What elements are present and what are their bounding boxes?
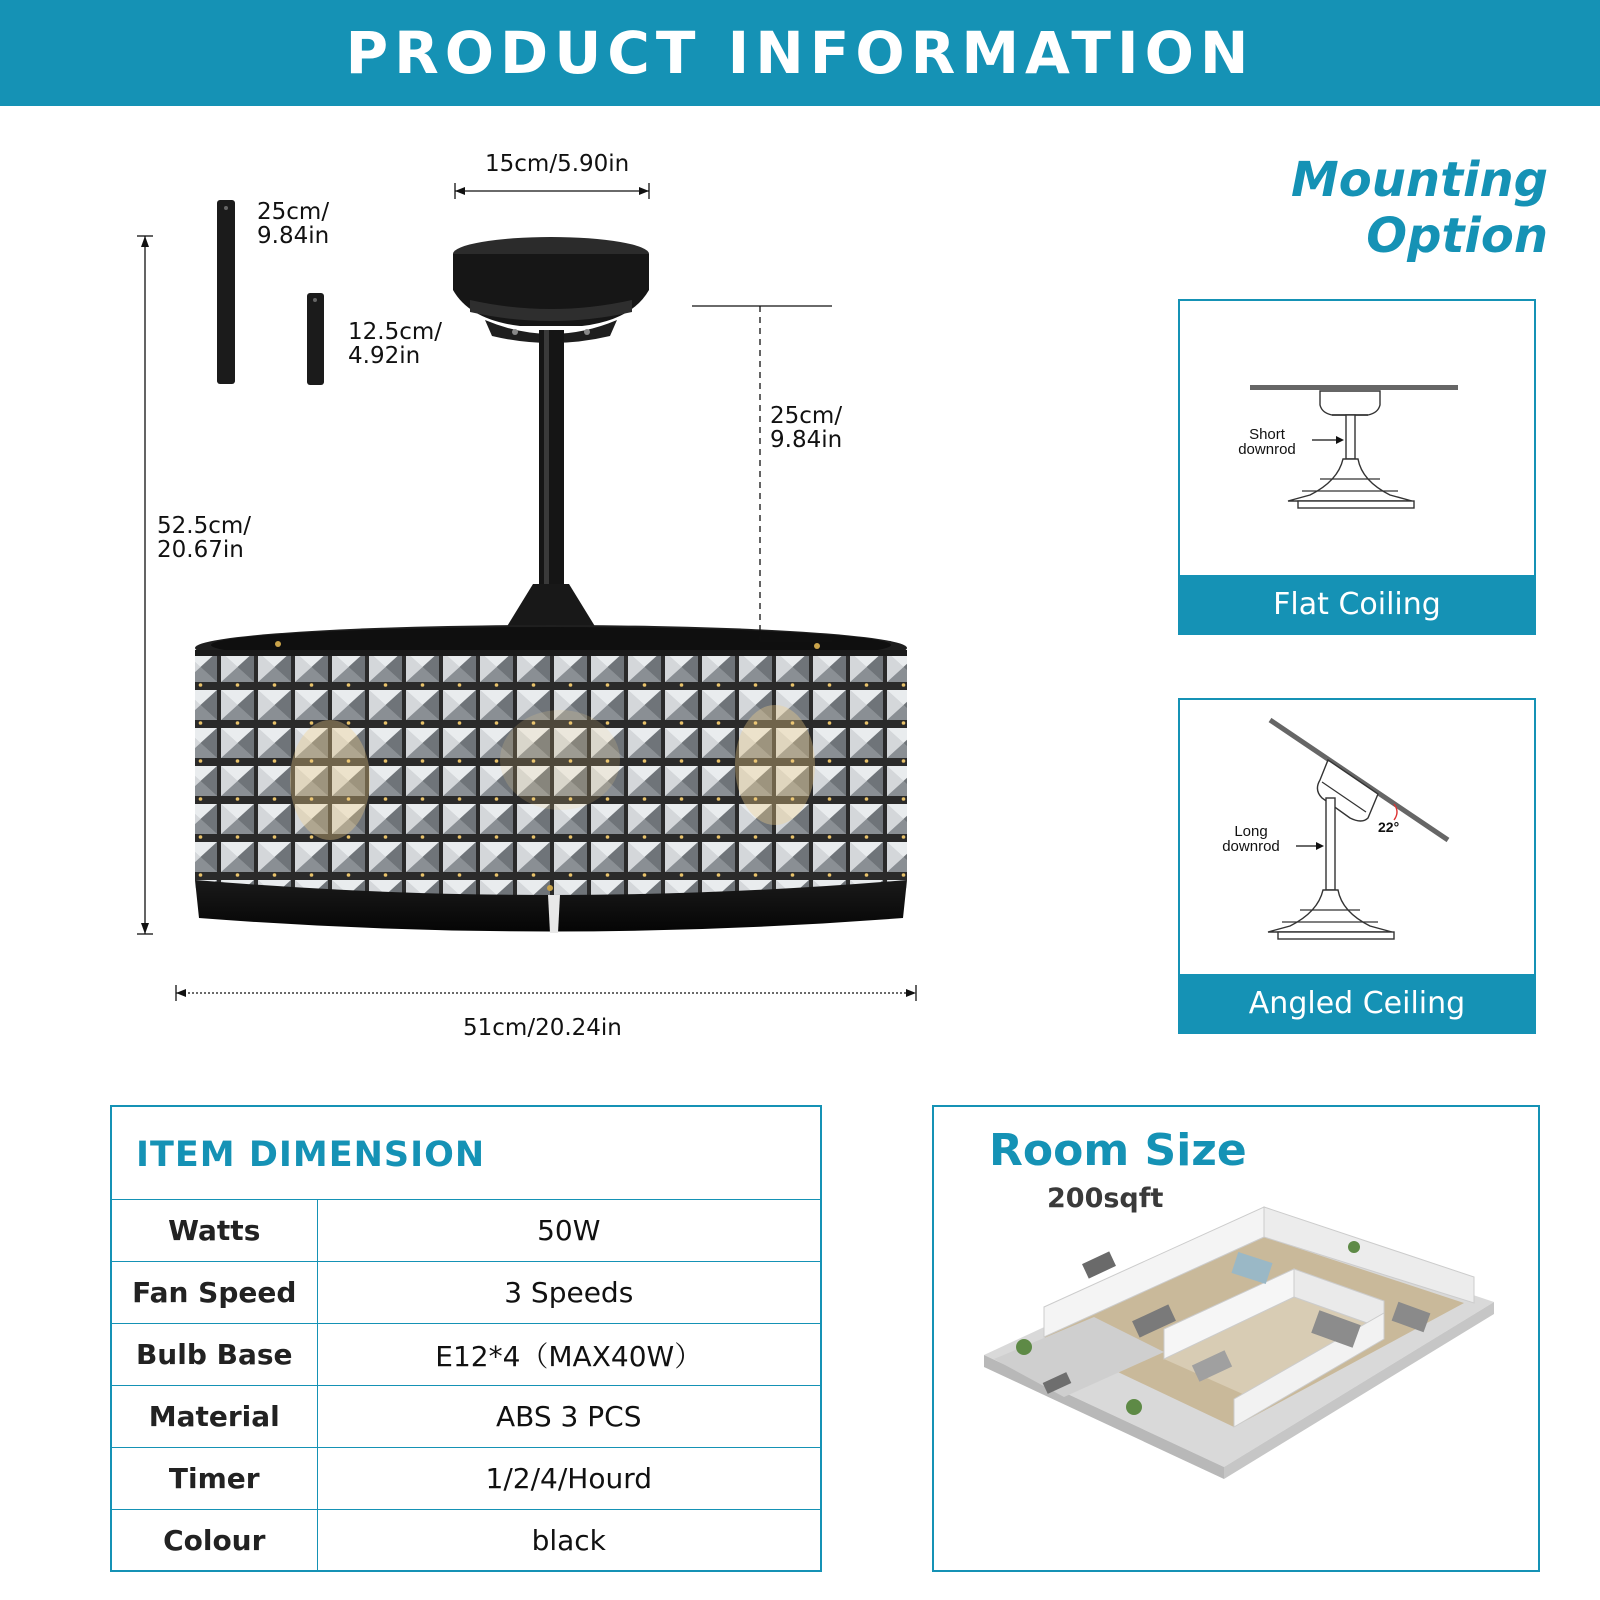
room-size-value: 200sqft <box>1047 1183 1164 1214</box>
spec-value: 1/2/4/Hourd <box>317 1448 820 1510</box>
spec-label: Fan Speed <box>112 1262 317 1324</box>
table-row <box>112 1200 820 1262</box>
spec-label: Material <box>112 1386 317 1448</box>
canopy-width-label: 15cm/5.90in <box>485 151 630 177</box>
spec-value: 3 Speeds <box>317 1262 820 1324</box>
spec-label: Bulb Base <box>112 1324 317 1386</box>
short-downrod <box>307 293 324 385</box>
spec-value: E12*4（MAX40W） <box>317 1324 820 1386</box>
diameter-label: 51cm/20.24in <box>463 1015 622 1041</box>
spec-value: 50W <box>317 1200 820 1262</box>
floor-plan-illustration <box>934 1107 1538 1570</box>
mounting-option-title: Mounting Option <box>1290 152 1548 264</box>
flat-ceiling-card <box>1178 299 1536 635</box>
table-row <box>112 1386 820 1448</box>
flat-ceiling-caption: Flat Coiling <box>1180 575 1534 633</box>
item-dimension-title: ITEM DIMENSION <box>136 1135 486 1175</box>
table-row <box>112 1448 820 1510</box>
spec-value: ABS 3 PCS <box>317 1386 820 1448</box>
table-row <box>112 1262 820 1324</box>
item-dimension-panel <box>110 1105 822 1572</box>
spec-label: Timer <box>112 1448 317 1510</box>
angled-ceiling-caption: Angled Ceiling <box>1180 974 1534 1032</box>
short-downrod-label: Short downrod <box>1238 426 1296 458</box>
table-row <box>112 1324 820 1386</box>
table-row <box>112 1510 820 1572</box>
angle-label: 22° <box>1378 819 1400 835</box>
drop-label: 25cm/ 9.84in <box>770 403 843 453</box>
long-rod-label: 25cm/ 9.84in <box>257 199 330 249</box>
room-size-title: Room Size <box>989 1125 1247 1176</box>
short-rod-label: 12.5cm/ 4.92in <box>348 319 443 369</box>
total-height-label: 52.5cm/ 20.67in <box>157 513 252 563</box>
spec-value: black <box>317 1510 820 1572</box>
long-downrod <box>217 200 235 384</box>
angled-ceiling-card <box>1178 698 1536 1034</box>
spec-label: Colour <box>112 1510 317 1572</box>
long-downrod-label: Long downrod <box>1222 823 1280 855</box>
spec-table <box>112 1199 820 1572</box>
room-size-panel <box>932 1105 1540 1572</box>
page-title: PRODUCT INFORMATION <box>345 19 1255 87</box>
spec-label: Watts <box>112 1200 317 1262</box>
